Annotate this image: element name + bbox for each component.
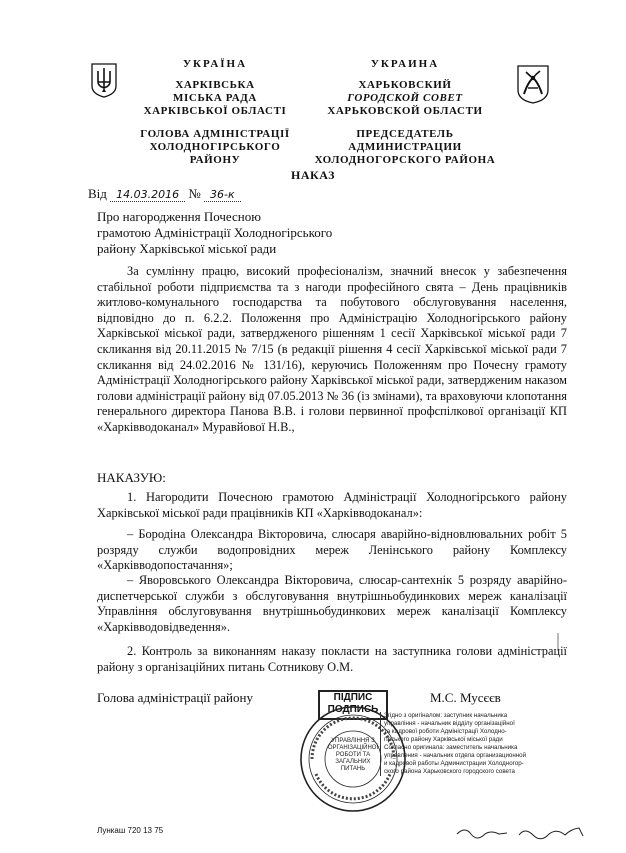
office-line-1: ПРЕДСЕДАТЕЛЬ АДМИНИСТРАЦИИ <box>348 128 462 153</box>
council-line-2: МІСЬКА РАДА <box>173 92 257 104</box>
office-line-1: ГОЛОВА АДМІНІСТРАЦІЇ <box>140 128 290 140</box>
subject-line-3: району Харківської міської ради <box>97 241 277 256</box>
cert-line: управления - начальник отдела организационной <box>380 752 556 760</box>
kharkiv-coat-of-arms-icon <box>516 64 550 104</box>
cert-line: и кадровой работы Администрации Холодногор- <box>380 760 556 768</box>
council-line-2: ГОРОДСКОЙ СОВЕТ <box>347 92 463 104</box>
cert-line: Согласно оригинала: заместитель начальника <box>380 744 556 752</box>
cert-line: та кадрової роботи Адміністрації Холодно- <box>380 728 556 736</box>
council-line-3: ХАРЬКОВСКОЙ ОБЛАСТИ <box>327 105 483 117</box>
header-left <box>130 58 300 167</box>
council-line-1: ХАРКІВСЬКА <box>175 79 255 91</box>
council-line-3: ХАРКІВСЬКОЇ ОБЛАСТІ <box>143 105 287 117</box>
order-date: 14.03.2016 <box>110 188 185 202</box>
date-prefix: Від <box>88 186 107 201</box>
office-line-2: ХОЛОДНОГОРСКОГО РАЙОНА <box>314 154 496 166</box>
header-right <box>310 58 500 167</box>
cert-line: гірського району Харківської міської ради <box>380 736 556 744</box>
seal-text: УПРАВЛІННЯ З ОРГАНІЗАЦІЙНОЇ РОБОТИ ТА ЗАГАЛЬНИХ ПИТАНЬ <box>327 738 379 772</box>
order-item-2: 2. Контроль за виконанням наказу покласти на заступника голови адміністрації району з організаційних питань Сотникову О.М. <box>97 644 567 674</box>
subject-line-1: Про нагородження Почесною <box>97 209 261 224</box>
order-number: 36-к <box>204 188 241 202</box>
handwritten-signature-icon <box>455 824 587 840</box>
cert-line: управління - начальник відділу організаційної <box>380 720 556 728</box>
preamble-paragraph: За сумлінну працю, високий професіоналізм, значний внесок у забезпечення стабільної роботи підприємства та з нагоди професійного свята – День працівників житлово-комунального господарства та побутового обслуговування населення, відповідно до п. 6.2.2. Положення про Адміністрацію Холодногірського району Харківської міської ради, затвердженого рішенням 1 сесії Харківської міської ради 7 скликання від 20.11.2015 № 7/15 (в редакції рішення 4 сесії Харківської міської ради 7 скликання від 24.02.2016 № 131/16), керуючись Положенням про Почесну грамоту Адміністрації Холодногірського району Харківської міської ради, затвердженим наказом голови адміністрації району від 07.05.2013 № 36 (із змінами), та враховуючи клопотання генерального директора Панова В.В. і голови первинної профспілкової організації КП «Харківводоканал» Муравйової Н.В., <box>97 264 567 434</box>
footer-note: Лункаш 720 13 75 <box>97 826 164 835</box>
council-line-1: ХАРЬКОВСКИЙ <box>358 79 452 91</box>
certification-stamp <box>380 712 556 776</box>
date-number-line <box>88 186 241 202</box>
cert-line: ского района Харьковского городского совета <box>380 768 556 776</box>
country-uk: УКРАЇНА <box>182 58 248 70</box>
awardee-1: – Бородіна Олександра Вікторовича, слюсаря аварійно-відновлювальних робіт 5 розряду служби водопровідних мереж Ленінського району Комплексу «Харківводопостачання»; <box>97 527 567 573</box>
number-prefix: № <box>188 186 201 201</box>
order-directive: НАКАЗУЮ: <box>97 470 166 485</box>
order-item-1: 1. Нагородити Почесною грамотою Адміністрації Холодногірського району Харківської міської ради працівників КП «Харківводоканал»: <box>97 490 567 520</box>
stamp-line-1: ПІДПИС <box>333 692 373 703</box>
cert-line: Згідно з оригіналом: заступник начальника <box>380 712 556 720</box>
country-ru: УКРАИНА <box>370 58 440 70</box>
office-line-2: ХОЛОДНОГІРСЬКОГО РАЙОНУ <box>149 141 281 166</box>
order-subject <box>97 209 397 257</box>
trident-coat-of-arms-icon <box>90 62 118 98</box>
signature-label: Голова адміністрації району <box>97 690 253 705</box>
signature-name: М.С. Мусєєв <box>430 690 501 705</box>
order-title: НАКАЗ <box>291 168 335 182</box>
stamp-line-2: ПОДПИСЬ <box>327 704 379 715</box>
subject-line-2: грамотою Адміністрації Холодногірського <box>97 225 333 240</box>
awardee-2: – Яворовського Олександра Вікторовича, слюсар-сантехнік 5 розряду аварійно-диспетчерської служби з обслуговування внутрішньобудинкових мереж каналізації Управління обслуговування внутрішньобудинкових мереж каналізації Комплексу «Харківводовідведення». <box>97 573 567 634</box>
